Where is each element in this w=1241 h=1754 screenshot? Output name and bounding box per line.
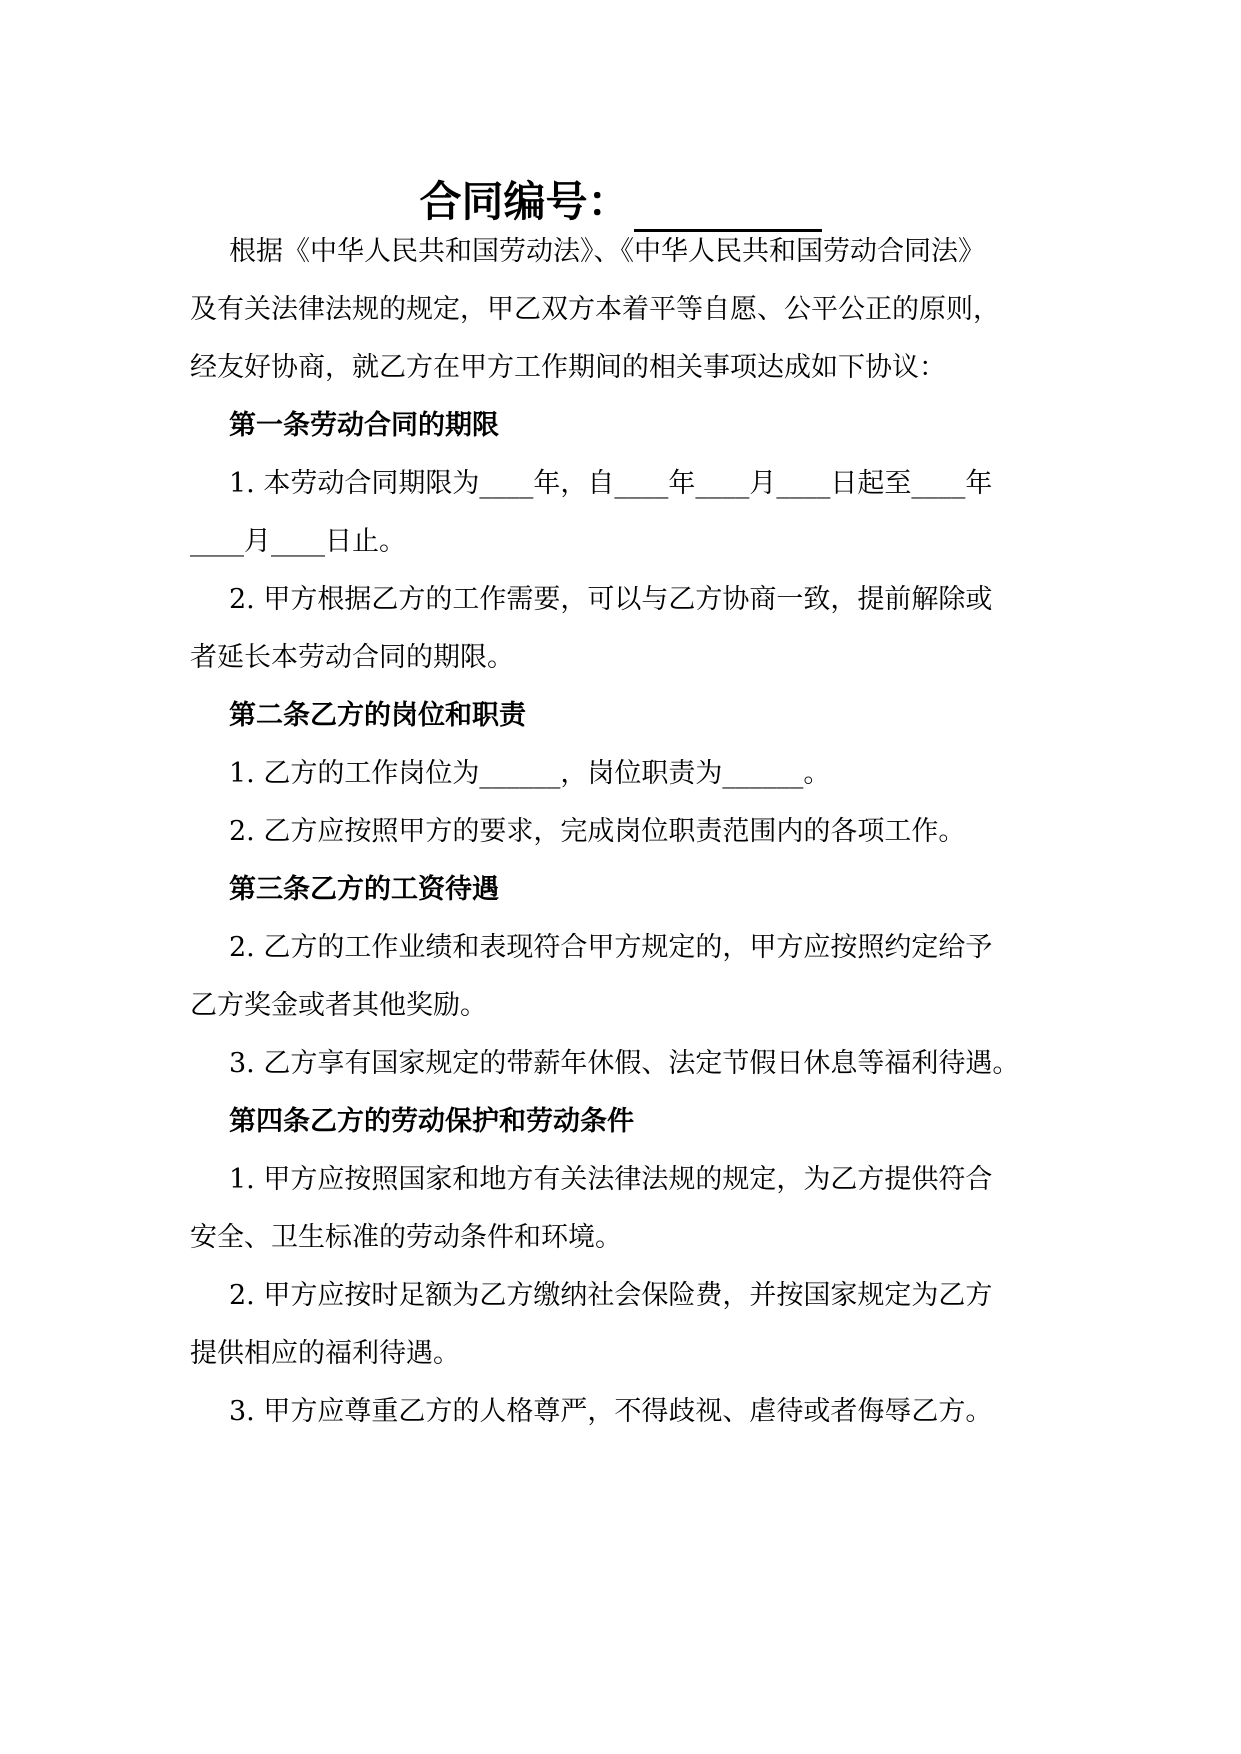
contract-number-title (0, 172, 1241, 232)
article-3-item-2-line-2: 乙方奖金或者其他奖励。 (190, 990, 487, 1021)
article-1-item-2-line-2: 者延长本劳动合同的期限。 (190, 642, 514, 673)
article-4-item-1-line-2: 安全、卫生标准的劳动条件和环境。 (190, 1222, 622, 1253)
article-4-heading: 第四条乙方的劳动保护和劳动条件 (229, 1106, 634, 1137)
intro-line-1: 根据《中华人民共和国劳动法》、《中华人民共和国劳动合同法》 (229, 236, 985, 267)
article-4-item-1-line-1: 1. 甲方应按照国家和地方有关法律法规的规定，为乙方提供符合 (229, 1164, 993, 1195)
article-3-item-3: 3. 乙方享有国家规定的带薪年休假、法定节假日休息等福利待遇。 (229, 1048, 1020, 1079)
contract-number-label: 合同编号： (419, 177, 630, 226)
article-3-heading: 第三条乙方的工资待遇 (229, 874, 499, 905)
intro-line-2: 及有关法律法规的规定，甲乙双方本着平等自愿、公平公正的原则， (190, 294, 1000, 325)
article-2-item-1: 1. 乙方的工作岗位为______，岗位职责为______。 (229, 758, 831, 789)
article-1-heading: 第一条劳动合同的期限 (229, 410, 499, 441)
article-1-item-2-line-1: 2. 甲方根据乙方的工作需要，可以与乙方协商一致，提前解除或 (229, 584, 993, 615)
intro-line-3: 经友好协商，就乙方在甲方工作期间的相关事项达成如下协议： (190, 352, 946, 383)
article-4-item-3: 3. 甲方应尊重乙方的人格尊严，不得歧视、虐待或者侮辱乙方。 (229, 1396, 993, 1427)
article-2-item-2: 2. 乙方应按照甲方的要求，完成岗位职责范围内的各项工作。 (229, 816, 966, 847)
article-1-item-1-line-1: 1. 本劳动合同期限为____年，自____年____月____日起至____年 (229, 468, 993, 499)
article-1-item-1-line-2: ____月____日止。 (190, 526, 406, 557)
contract-number-blank (634, 185, 822, 232)
article-2-heading: 第二条乙方的岗位和职责 (229, 700, 526, 731)
article-4-item-2-line-1: 2. 甲方应按时足额为乙方缴纳社会保险费，并按国家规定为乙方 (229, 1280, 993, 1311)
article-4-item-2-line-2: 提供相应的福利待遇。 (190, 1338, 460, 1369)
article-3-item-2-line-1: 2. 乙方的工作业绩和表现符合甲方规定的，甲方应按照约定给予 (229, 932, 993, 963)
